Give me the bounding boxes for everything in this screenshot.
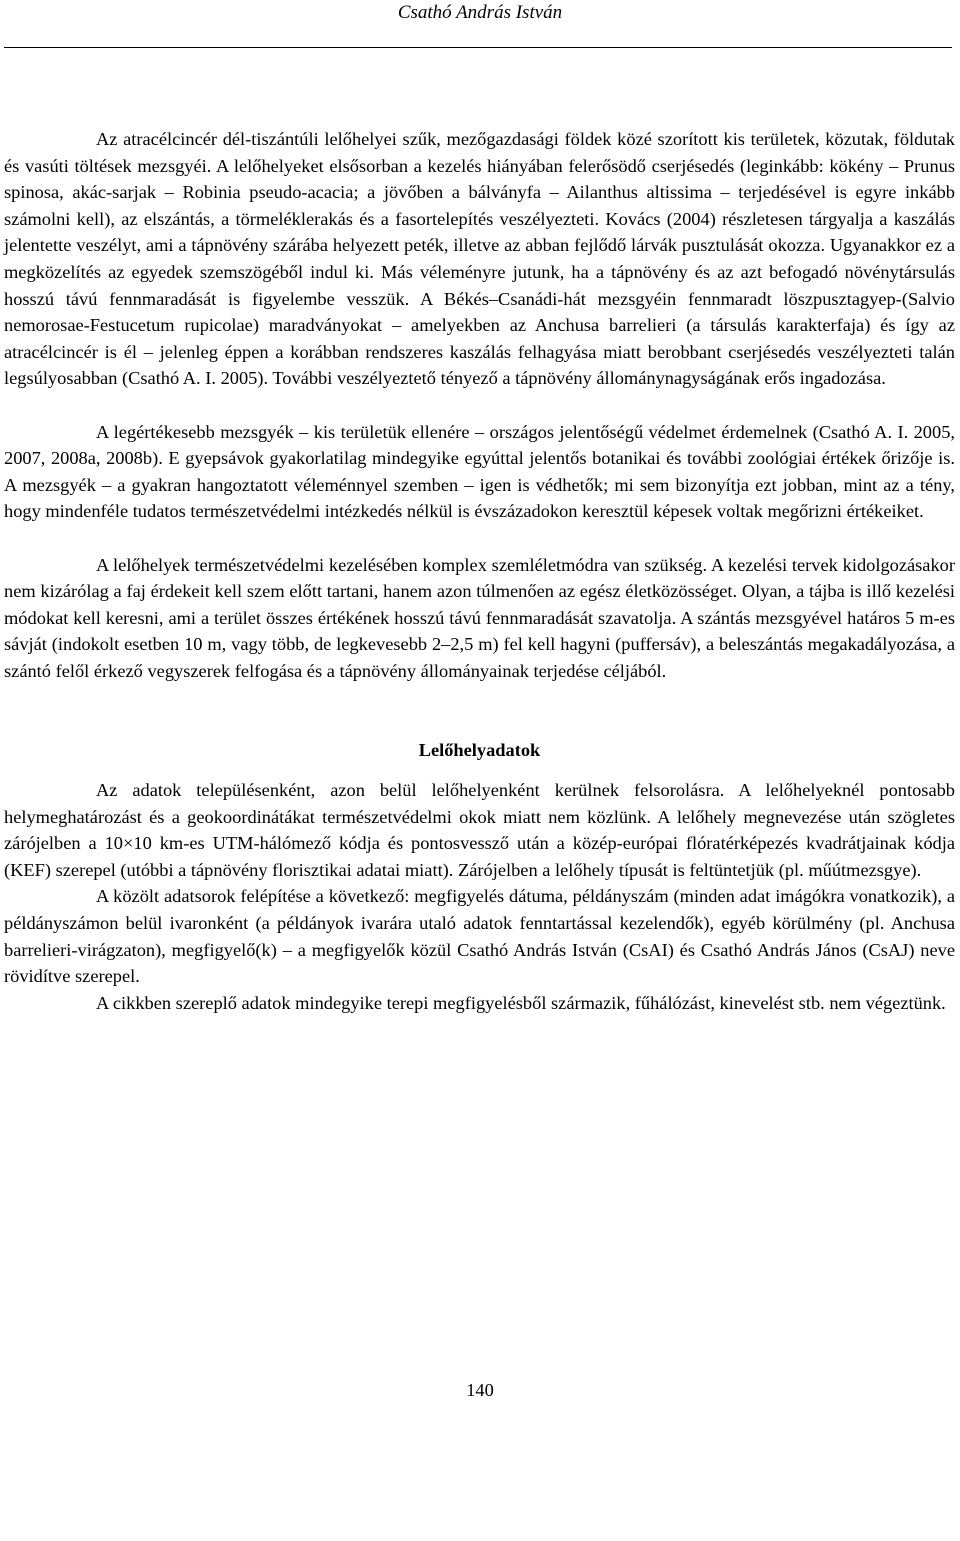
page-number: 140: [466, 1380, 494, 1400]
paragraph-management: A lelőhelyek természetvédelmi kezelésében komplex szemléletmódra van szükség. A kezelési tervek kidolgozásakor nem kizárólag a faj érdekeit kell szem előtt tartani, hanem azon túlmenően az egész életközösséget. Olyan, a tájba is illő kezelési módokat kell keresni, ami a terület összes értékének hosszú távú fennmaradását szavatolja. A szántás mezsgyével határos 5 m-es sávját (indokolt esetben 10 m, vagy több, de legkevesebb 2–2,5 m) fel kell hagyni (puffersáv), a beleszántás megakadályozása, a szántó felől érkező vegyszerek felfogása és a tápnövény állományainak terjedése céljából.: [4, 554, 955, 681]
paragraph-data-structure: A közölt adatsorok felépítése a következő: megfigyelés dátuma, példányszám (minden adat imágókra vonatkozik), a példányszámon belül ivaronként (a példányok ivarára utaló adatok fenntartással kezelendők), egyéb körülmény (pl. Anchusa barrelieri-virágzaton), megfigyelő(k) – a megfigyelők közül Csathó András István (CsAI) és Csathó András János (CsAJ) neve rövidítve szerepel.: [4, 886, 955, 987]
paragraph-threats: Az atracélcincér dél-tiszántúli lelőhelyei szűk, mezőgazdasági földek közé szorított kis területek, közutak, földutak és vasúti töltések mezsgyéi. A lelőhelyeket elsősorban a kezelés hiányában felerősödő cserjésedés (leginkább: kökény – Prunus spinosa, akác-sarjak – Robinia pseudo-acacia; a jövőben a bálványfa – Ailanthus altissima – terjedésével is egyre inkább számolni kell), az elszántás, a törmeléklerakás és a fasortelepítés veszélyezteti. Kovács (2004) részletesen tárgyalja a kaszálás jelentette veszélyt, ami a tápnövény szárába helyezett peték, illetve az abban fejlődő lárvák pusztulását okozza. Ugyanakkor ez a megközelítés az egyedek szemszögéből indul ki. Más véleményre jutunk, ha a tápnövény és az azt befogadó növénytársulás hosszú távú fennmaradását is figyelembe vesszük. A Békés–Csanádi-hát mezsgyéin fennmaradt löszpusztagyep-(Salvio nemorosae-Festucetum rupicolae) maradványokat – amelyekben az Anchusa barrelieri (a társulás karakterfaja) és így az atracélcincér is él – jelenleg éppen a korábban rendszeres kaszálás felhagyása miatt berobbant cserjésedés veszélyezteti talán legsúlyosabban (Csathó A. I. 2005). További veszélyeztető tényező a tápnövény állománynagyságának erős ingadozása.: [4, 129, 955, 389]
header-divider: [4, 47, 952, 48]
paragraph-data-source: A cikkben szereplő adatok mindegyike terepi megfigyelésből származik, fűhálózást, kinevelést stb. nem végeztünk.: [96, 992, 946, 1013]
section-heading: Lelőhelyadatok: [418, 740, 541, 761]
paragraph-data-order: Az adatok településenként, azon belül lelőhelyenként kerülnek felsorolásra. A lelőhelyeknél pontosabb helymeghatározást és a geokoordinátákat természetvédelmi okok miatt nem közlünk. A lelőhely megnevezése után szögletes zárójelben a 10×10 km-es UTM-hálómező kódja és pontosvessző után a közép-európai flóratérképezés kvadrátjainak kódja (KEF) szerepel (utóbbi a tápnövény florisztikai adatai miatt). Zárójelben a lelőhely típusát is feltüntetjük (pl. műútmezsgye).: [4, 780, 955, 880]
running-header-author: Csathó András István: [397, 2, 563, 23]
paragraph-protection: A legértékesebb mezsgyék – kis területük ellenére – országos jelentőségű védelmet érdemelnek (Csathó A. I. 2005, 2007, 2008a, 2008b). E gyepsávok gyakorlatilag mindegyike egyúttal jelentős botanikai és további zoológiai értékek őrizője is. A mezsgyék – a gyakran hangoztatott véleménnyel szemben – igen is védhetők; mi sem bizonyítja ezt jobban, mint az a tény, hogy mindenféle tudatos természetvédelmi intézkedés nélkül is évszázadokon keresztül képesek voltak megőrizni értékeiket.: [4, 421, 955, 522]
body-text: [4, 126, 955, 1016]
